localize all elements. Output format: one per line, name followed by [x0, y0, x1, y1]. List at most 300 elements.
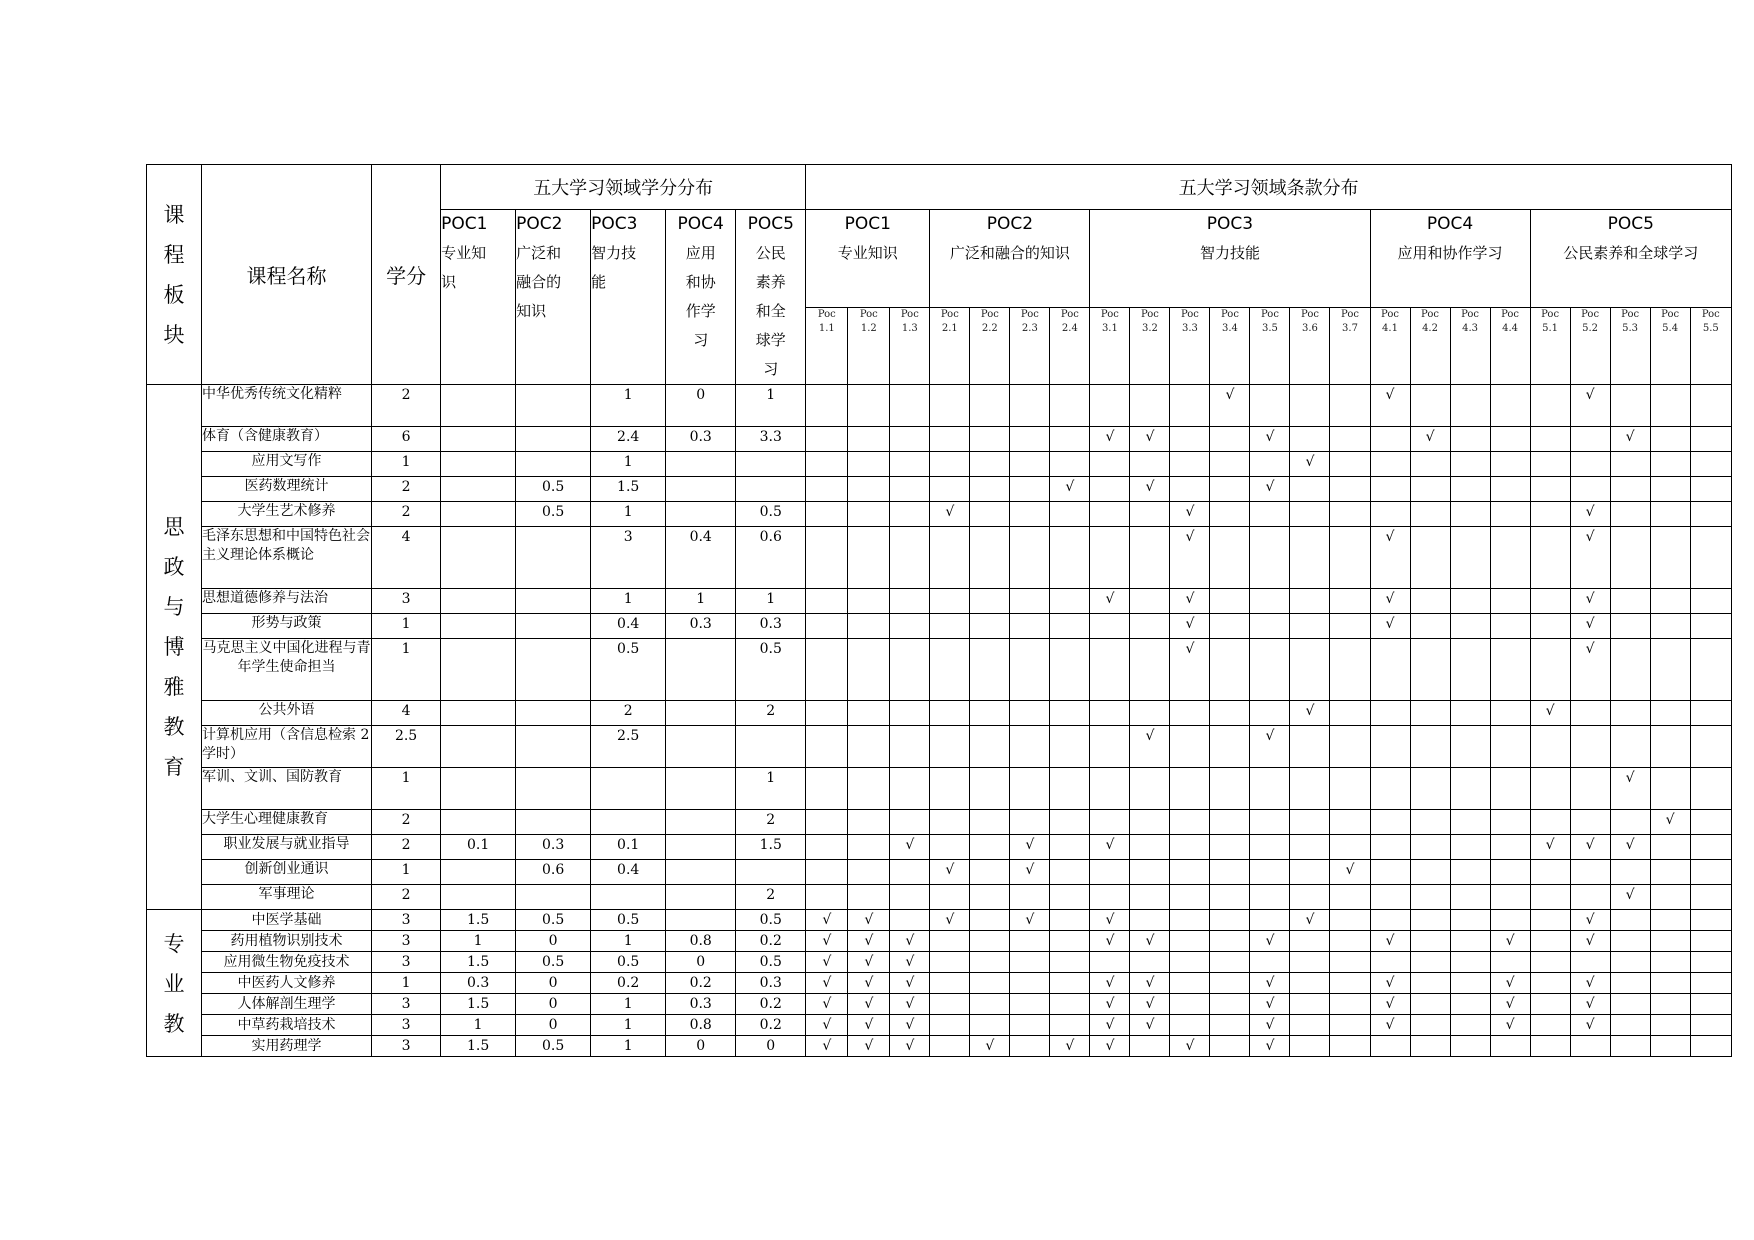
course-name: 应用微生物免疫技术 — [202, 952, 372, 973]
clause-cell — [1410, 994, 1450, 1015]
course-name: 计算机应用（含信息检索 2 学时） — [202, 726, 372, 768]
check-mark-cell: √ — [930, 860, 970, 885]
credit-dist-cell — [441, 701, 516, 726]
clause-cell — [1450, 952, 1490, 973]
clause-cell — [1690, 835, 1731, 860]
clause-cell — [848, 726, 890, 768]
clause-cell — [1290, 385, 1330, 427]
clause-cell — [1570, 885, 1610, 910]
clause-cell — [1250, 952, 1290, 973]
clause-cell — [1090, 952, 1130, 973]
clause-cell — [1610, 639, 1650, 701]
credit-dist-cell: 1 — [591, 1036, 666, 1057]
clause-cell — [1650, 994, 1690, 1015]
table-row — [147, 910, 1732, 931]
poc-label: 公民素养和全球学习 — [1563, 244, 1699, 262]
clause-cell — [1690, 452, 1731, 477]
credit-dist-cell — [591, 810, 666, 835]
check-mark-cell: √ — [1570, 931, 1610, 952]
clause-cell — [930, 994, 970, 1015]
clause-cell — [1530, 860, 1570, 885]
credit-value: 1 — [372, 768, 441, 810]
block-label — [147, 910, 202, 1057]
check-mark-cell: √ — [1370, 527, 1410, 589]
credit-dist-cell: 0.2 — [736, 931, 806, 952]
credit-dist-cell: 0.4 — [591, 614, 666, 639]
clause-cell — [1610, 1036, 1650, 1057]
clause-cell — [1130, 910, 1170, 931]
group-header-credit-distribution: 五大学习领域学分分布 — [441, 165, 806, 210]
check-mark-cell: √ — [930, 502, 970, 527]
clause-cell — [1290, 639, 1330, 701]
clause-cell — [1690, 885, 1731, 910]
clause-cell — [1610, 452, 1650, 477]
clause-cell — [970, 810, 1010, 835]
clause-cell — [1410, 860, 1450, 885]
clause-cell — [890, 810, 930, 835]
clause-cell — [1570, 1036, 1610, 1057]
table-row — [147, 614, 1732, 639]
credit-dist-cell: 0.1 — [591, 835, 666, 860]
clause-cell — [1370, 885, 1410, 910]
course-name: 大学生心理健康教育 — [202, 810, 372, 835]
poc-code: POC5 — [747, 214, 794, 234]
sub-number: 2.2 — [981, 323, 998, 335]
clause-cell — [1130, 639, 1170, 701]
credit-dist-cell: 1.5 — [441, 1036, 516, 1057]
clause-cell — [1690, 639, 1731, 701]
clause-poc-header — [1090, 210, 1370, 308]
check-mark-cell: √ — [890, 973, 930, 994]
sub-prefix: Poc — [1501, 309, 1520, 321]
credit-dist-cell — [516, 885, 591, 910]
clause-cell — [1050, 994, 1090, 1015]
credit-dist-cell: 0.8 — [666, 1015, 736, 1036]
clause-cell — [1210, 639, 1250, 701]
credit-dist-cell: 0.2 — [736, 994, 806, 1015]
clause-cell — [1650, 701, 1690, 726]
credit-dist-cell — [441, 768, 516, 810]
poc-label-line: 识 — [441, 273, 457, 291]
clause-cell — [930, 726, 970, 768]
check-mark-cell: √ — [1090, 994, 1130, 1015]
credit-dist-cell — [516, 726, 591, 768]
block-char: 教 — [163, 1012, 185, 1036]
clause-cell — [930, 385, 970, 427]
clause-cell — [806, 768, 848, 810]
clause-cell — [1570, 860, 1610, 885]
clause-cell — [806, 885, 848, 910]
clause-cell — [1650, 885, 1690, 910]
poc-label: 应用和协作学习 — [1397, 244, 1503, 262]
clause-cell — [1650, 860, 1690, 885]
clause-cell — [1010, 726, 1050, 768]
clause-cell — [806, 589, 848, 614]
course-name: 实用药理学 — [202, 1036, 372, 1057]
clause-cell — [1010, 589, 1050, 614]
clause-cell — [1450, 385, 1490, 427]
clause-cell — [1250, 385, 1290, 427]
table-row — [147, 639, 1732, 701]
clause-poc-header — [806, 210, 930, 308]
sub-prefix: Poc — [1301, 309, 1319, 321]
sub-prefix: Poc — [1100, 309, 1119, 321]
table-row — [147, 931, 1732, 952]
check-mark-cell: √ — [1490, 973, 1530, 994]
clause-cell — [1450, 427, 1490, 452]
credit-dist-cell — [516, 427, 591, 452]
credit-dist-cell — [516, 810, 591, 835]
course-name: 中医学基础 — [202, 910, 372, 931]
clause-cell — [1130, 614, 1170, 639]
check-mark-cell: √ — [1290, 910, 1330, 931]
clause-cell — [1530, 1036, 1570, 1057]
clause-cell — [1610, 477, 1650, 502]
credit-dist-cell: 0.5 — [516, 477, 591, 502]
check-mark-cell: √ — [1410, 427, 1450, 452]
course-name: 军事理论 — [202, 885, 372, 910]
clause-cell — [1410, 885, 1450, 910]
clause-cell — [1050, 835, 1090, 860]
check-mark-cell: √ — [806, 952, 848, 973]
credit-dist-cell — [516, 768, 591, 810]
clause-cell — [1330, 952, 1370, 973]
clause-cell — [806, 810, 848, 835]
block-char: 博 — [163, 635, 185, 659]
credit-dist-cell: 0.5 — [591, 952, 666, 973]
clause-cell — [848, 427, 890, 452]
clause-cell — [1210, 952, 1250, 973]
clause-cell — [1010, 477, 1050, 502]
clause-cell — [806, 726, 848, 768]
clause-cell — [1450, 931, 1490, 952]
credit-dist-cell: 0.5 — [591, 639, 666, 701]
credit-dist-cell: 1 — [591, 994, 666, 1015]
clause-cell — [806, 385, 848, 427]
credit-dist-cell: 1.5 — [736, 835, 806, 860]
clause-cell — [970, 931, 1010, 952]
clause-cell — [1370, 726, 1410, 768]
sub-number: 3.6 — [1302, 323, 1318, 335]
clause-sub-header — [970, 308, 1010, 385]
clause-cell — [1210, 860, 1250, 885]
clause-cell — [1410, 952, 1450, 973]
clause-cell — [1170, 452, 1210, 477]
clause-sub-header — [1330, 308, 1370, 385]
clause-cell — [1490, 589, 1530, 614]
check-mark-cell: √ — [1330, 860, 1370, 885]
course-name: 医药数理统计 — [202, 477, 372, 502]
clause-cell — [1130, 452, 1170, 477]
clause-cell — [1290, 427, 1330, 452]
clause-cell — [1530, 994, 1570, 1015]
credit-value: 1 — [372, 860, 441, 885]
poc-code: POC3 — [1206, 214, 1254, 234]
clause-cell — [1530, 1015, 1570, 1036]
clause-cell — [1450, 726, 1490, 768]
clause-cell — [1650, 1015, 1690, 1036]
clause-cell — [1570, 701, 1610, 726]
clause-cell — [1130, 527, 1170, 589]
clause-cell — [1050, 527, 1090, 589]
check-mark-cell: √ — [1250, 726, 1290, 768]
clause-cell — [1410, 452, 1450, 477]
clause-cell — [1490, 860, 1530, 885]
credit-dist-cell — [666, 701, 736, 726]
check-mark-cell: √ — [890, 835, 930, 860]
credit-dist-cell — [516, 452, 591, 477]
clause-cell — [1050, 768, 1090, 810]
credit-value: 2 — [372, 810, 441, 835]
credit-dist-cell: 0.3 — [516, 835, 591, 860]
table-row — [147, 835, 1732, 860]
clause-sub-header — [1370, 308, 1410, 385]
check-mark-cell: √ — [848, 952, 890, 973]
clause-cell — [1450, 1015, 1490, 1036]
clause-cell — [1530, 502, 1570, 527]
clause-cell — [806, 639, 848, 701]
credit-dist-cell — [516, 527, 591, 589]
clause-cell — [890, 768, 930, 810]
clause-cell — [1210, 427, 1250, 452]
clause-cell — [1410, 614, 1450, 639]
check-mark-cell: √ — [1250, 994, 1290, 1015]
clause-cell — [1370, 952, 1410, 973]
clause-cell — [1610, 527, 1650, 589]
clause-cell — [970, 726, 1010, 768]
table-row — [147, 452, 1732, 477]
clause-cell — [1610, 701, 1650, 726]
clause-sub-header — [848, 308, 890, 385]
clause-cell — [1690, 1036, 1731, 1057]
check-mark-cell: √ — [1370, 614, 1410, 639]
credit-dist-cell — [516, 639, 591, 701]
poc-code: POC2 — [516, 214, 563, 234]
credit-value: 3 — [372, 952, 441, 973]
credit-dist-cell — [736, 860, 806, 885]
credit-value: 2 — [372, 385, 441, 427]
group-header-clause-distribution: 五大学习领域条款分布 — [806, 165, 1732, 210]
credit-dist-cell: 0.3 — [666, 614, 736, 639]
clause-cell — [1410, 527, 1450, 589]
poc-code: POC4 — [1426, 214, 1474, 234]
clause-cell — [1290, 1036, 1330, 1057]
clause-cell — [1610, 1015, 1650, 1036]
credit-dist-cell — [441, 726, 516, 768]
credit-dist-cell: 0.3 — [736, 614, 806, 639]
credit-dist-cell: 1 — [441, 931, 516, 952]
check-mark-cell: √ — [930, 910, 970, 931]
clause-cell — [1610, 726, 1650, 768]
credit-value: 2 — [372, 835, 441, 860]
credit-dist-cell: 0.5 — [736, 502, 806, 527]
check-mark-cell: √ — [1570, 973, 1610, 994]
sub-number: 3.5 — [1262, 323, 1278, 335]
check-mark-cell: √ — [1170, 614, 1210, 639]
course-name: 体育（含健康教育） — [202, 427, 372, 452]
clause-cell — [1450, 527, 1490, 589]
check-mark-cell: √ — [1170, 502, 1210, 527]
credit-dist-cell — [666, 910, 736, 931]
clause-cell — [1090, 639, 1130, 701]
check-mark-cell: √ — [1130, 726, 1170, 768]
credit-dist-cell: 0.3 — [736, 973, 806, 994]
clause-cell — [1530, 477, 1570, 502]
check-mark-cell: √ — [1090, 1015, 1130, 1036]
clause-cell — [1410, 768, 1450, 810]
clause-cell — [1010, 994, 1050, 1015]
clause-cell — [1050, 427, 1090, 452]
clause-cell — [848, 452, 890, 477]
clause-cell — [1210, 614, 1250, 639]
check-mark-cell: √ — [1050, 1036, 1090, 1057]
table-row — [147, 810, 1732, 835]
clause-cell — [1690, 973, 1731, 994]
credit-value: 3 — [372, 589, 441, 614]
credit-value: 1 — [372, 973, 441, 994]
clause-cell — [1210, 726, 1250, 768]
check-mark-cell: √ — [1090, 931, 1130, 952]
clause-cell — [1650, 1036, 1690, 1057]
clause-cell — [1170, 973, 1210, 994]
clause-cell — [1050, 860, 1090, 885]
sub-prefix: Poc — [980, 309, 999, 321]
clause-cell — [1090, 477, 1130, 502]
clause-poc-header — [1370, 210, 1530, 308]
check-mark-cell: √ — [806, 973, 848, 994]
credit-dist-cell: 0 — [666, 1036, 736, 1057]
clause-cell — [848, 860, 890, 885]
sub-number: 3.2 — [1141, 323, 1158, 335]
clause-cell — [1690, 994, 1731, 1015]
credit-dist-cell: 0.2 — [736, 1015, 806, 1036]
credit-dist-cell — [441, 527, 516, 589]
clause-cell — [1370, 860, 1410, 885]
check-mark-cell: √ — [890, 1036, 930, 1057]
clause-cell — [1250, 768, 1290, 810]
clause-cell — [806, 701, 848, 726]
clause-cell — [1250, 860, 1290, 885]
clause-cell — [1450, 860, 1490, 885]
sub-number: 5.1 — [1542, 323, 1559, 335]
clause-cell — [1090, 726, 1130, 768]
clause-cell — [1250, 452, 1290, 477]
sub-prefix: Poc — [1701, 309, 1720, 321]
credit-value: 3 — [372, 931, 441, 952]
credit-dist-cell: 1 — [736, 768, 806, 810]
block-char: 教 — [163, 715, 185, 739]
credit-poc-header — [736, 210, 806, 385]
course-name: 药用植物识别技术 — [202, 931, 372, 952]
clause-cell — [1610, 973, 1650, 994]
clause-cell — [1050, 589, 1090, 614]
clause-cell — [970, 477, 1010, 502]
clause-cell — [1170, 385, 1210, 427]
clause-cell — [1290, 527, 1330, 589]
check-mark-cell: √ — [848, 994, 890, 1015]
poc-label-line: 应用 — [685, 244, 716, 262]
table-row — [147, 726, 1732, 768]
clause-cell — [930, 639, 970, 701]
check-mark-cell: √ — [1250, 973, 1290, 994]
clause-cell — [970, 427, 1010, 452]
course-name: 军训、文训、国防教育 — [202, 768, 372, 810]
clause-cell — [1050, 910, 1090, 931]
credit-dist-cell — [591, 885, 666, 910]
clause-cell — [1690, 726, 1731, 768]
clause-cell — [1130, 701, 1170, 726]
clause-cell — [1490, 639, 1530, 701]
clause-cell — [1370, 639, 1410, 701]
clause-cell — [890, 726, 930, 768]
clause-cell — [1170, 726, 1210, 768]
clause-cell — [890, 502, 930, 527]
clause-cell — [1210, 973, 1250, 994]
clause-cell — [1170, 952, 1210, 973]
check-mark-cell: √ — [1170, 527, 1210, 589]
clause-cell — [1450, 973, 1490, 994]
poc-label-line: 习 — [693, 331, 709, 349]
clause-sub-header — [1090, 308, 1130, 385]
clause-cell — [1050, 726, 1090, 768]
clause-cell — [1170, 768, 1210, 810]
clause-cell — [1290, 810, 1330, 835]
clause-cell — [1130, 502, 1170, 527]
poc-label-line: 专业知 — [441, 244, 487, 262]
clause-cell — [1570, 726, 1610, 768]
clause-cell — [1210, 768, 1250, 810]
credit-dist-cell — [736, 452, 806, 477]
table-row — [147, 427, 1732, 452]
credit-dist-cell: 0.4 — [591, 860, 666, 885]
course-name: 中华优秀传统文化精粹 — [202, 385, 372, 427]
sub-prefix: Poc — [1581, 309, 1600, 321]
sub-prefix: Poc — [1461, 309, 1480, 321]
clause-cell — [1690, 952, 1731, 973]
sub-number: 1.2 — [860, 323, 877, 335]
credit-dist-cell: 0.8 — [666, 931, 736, 952]
clause-cell — [1090, 614, 1130, 639]
credit-dist-cell: 1 — [591, 452, 666, 477]
clause-sub-header — [1290, 308, 1330, 385]
credit-dist-cell — [441, 639, 516, 701]
credit-dist-cell — [441, 385, 516, 427]
clause-cell — [1130, 885, 1170, 910]
clause-cell — [1610, 614, 1650, 639]
clause-cell — [806, 427, 848, 452]
clause-cell — [970, 952, 1010, 973]
credit-dist-cell — [516, 589, 591, 614]
clause-cell — [1610, 931, 1650, 952]
clause-cell — [1370, 1036, 1410, 1057]
sub-number: 4.1 — [1382, 323, 1398, 335]
clause-cell — [1410, 1036, 1450, 1057]
check-mark-cell: √ — [1490, 1015, 1530, 1036]
clause-cell — [1250, 835, 1290, 860]
clause-cell — [1650, 952, 1690, 973]
check-mark-cell: √ — [1090, 973, 1130, 994]
clause-cell — [1650, 527, 1690, 589]
sub-number: 5.3 — [1622, 323, 1639, 335]
clause-cell — [1490, 477, 1530, 502]
clause-cell — [1330, 639, 1370, 701]
clause-cell — [1330, 527, 1370, 589]
poc-label-line: 公民 — [755, 244, 786, 262]
clause-cell — [890, 614, 930, 639]
clause-cell — [1330, 910, 1370, 931]
clause-cell — [1530, 931, 1570, 952]
clause-cell — [890, 885, 930, 910]
